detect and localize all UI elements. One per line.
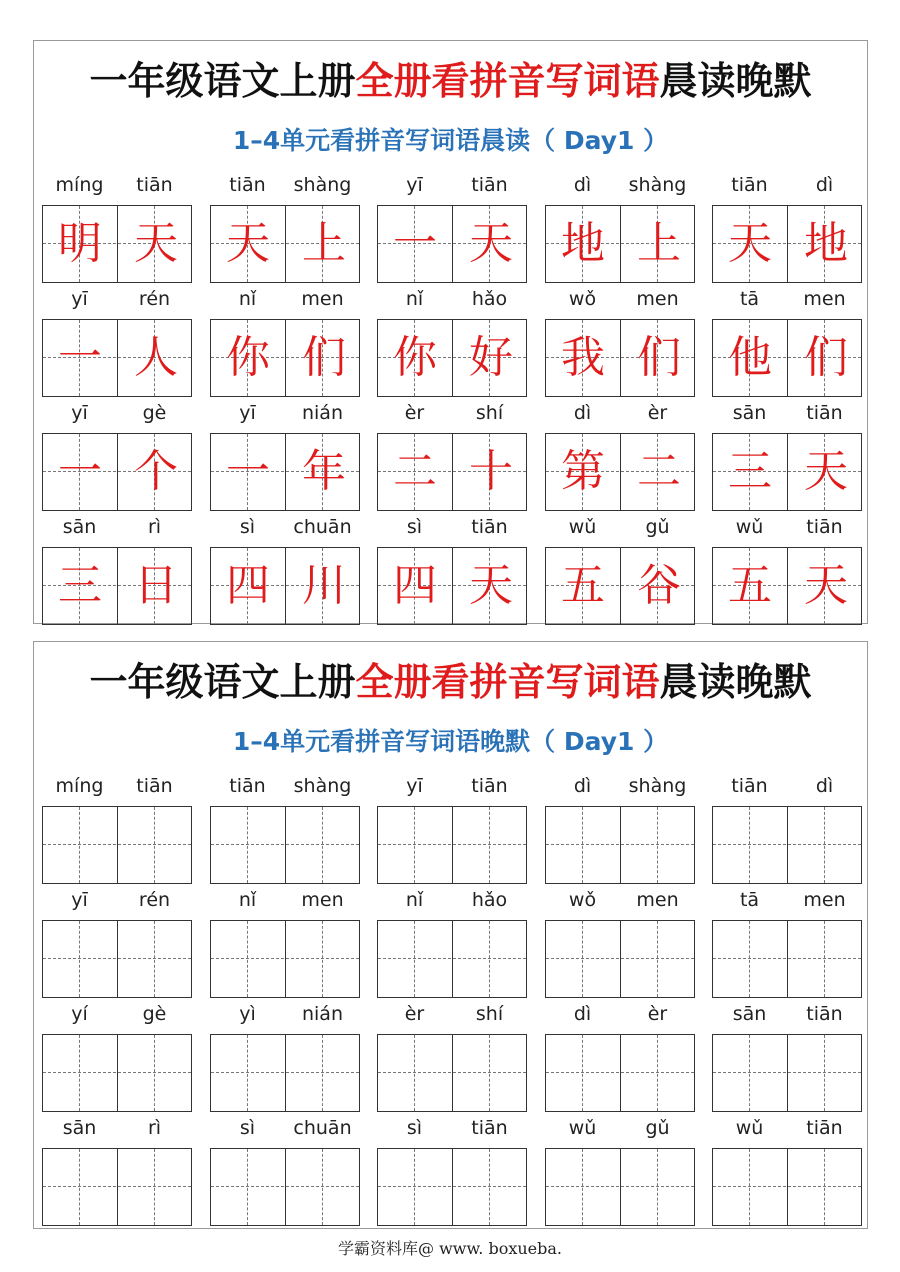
tianzige-box[interactable] — [377, 920, 527, 998]
pinyin-label: men — [803, 288, 846, 310]
pinyin-label: sān — [732, 1003, 767, 1025]
word-cell — [712, 285, 862, 399]
word-cell — [210, 886, 360, 1000]
pinyin-label: wǔ — [568, 516, 597, 538]
pinyin-label: rén — [138, 889, 171, 911]
page-title: 一年级语文上册全册看拼音写词语晨读晚默 — [89, 58, 812, 103]
pinyin-label: èr — [647, 402, 668, 424]
page-subtitle: 1–4单元看拼音写词语晚默（ Day1 ） — [232, 727, 669, 756]
hanzi-character: 天 — [804, 446, 848, 497]
pinyin-label: wǔ — [568, 1117, 597, 1139]
word-row — [42, 171, 862, 285]
word-cell — [712, 1114, 862, 1228]
pinyin-label: dì — [573, 1003, 592, 1025]
pinyin-label: men — [803, 889, 846, 911]
pinyin-label: men — [636, 889, 679, 911]
hanzi-character: 地 — [804, 218, 848, 269]
word-cell — [210, 513, 360, 627]
tianzige-box[interactable] — [712, 806, 862, 884]
tianzige-box[interactable] — [712, 1034, 862, 1112]
pinyin-label: dì — [573, 402, 592, 424]
tianzige-box — [712, 319, 862, 397]
hanzi-character: 我 — [561, 332, 605, 383]
tianzige-box — [377, 547, 527, 625]
pinyin-label: tiān — [229, 174, 266, 196]
tianzige-box[interactable] — [42, 1034, 192, 1112]
hanzi-character: 他 — [728, 332, 772, 383]
word-cell — [545, 285, 695, 399]
pinyin-label: wǒ — [568, 889, 597, 911]
pinyin-label: yī — [406, 775, 423, 797]
word-row — [42, 886, 862, 1000]
pinyin-label: sì — [239, 516, 256, 538]
pinyin-label: tiān — [806, 402, 843, 424]
tianzige-box[interactable] — [210, 1148, 360, 1226]
hanzi-character: 一 — [58, 446, 102, 497]
pinyin-label: gǔ — [645, 516, 670, 538]
pinyin-label: tiān — [806, 516, 843, 538]
pinyin-label: tiān — [731, 174, 768, 196]
tianzige-box — [712, 547, 862, 625]
word-cell — [377, 171, 527, 285]
word-cell — [712, 772, 862, 886]
pinyin-label: nǐ — [405, 889, 424, 911]
evening-dictation-panel — [33, 641, 868, 1229]
pinyin-label: sì — [239, 1117, 256, 1139]
pinyin-label: shàng — [293, 174, 352, 196]
word-cell — [545, 513, 695, 627]
word-cell — [377, 886, 527, 1000]
tianzige-box — [545, 205, 695, 283]
hanzi-character: 川 — [302, 560, 346, 611]
word-cell — [210, 1114, 360, 1228]
pinyin-label: tā — [739, 288, 760, 310]
tianzige-box — [377, 433, 527, 511]
word-row — [42, 772, 862, 886]
word-cell — [42, 1000, 192, 1114]
tianzige-box[interactable] — [545, 920, 695, 998]
word-cell — [377, 513, 527, 627]
page-subtitle: 1–4单元看拼音写词语晨读（ Day1 ） — [232, 126, 669, 155]
tianzige-box — [210, 547, 360, 625]
word-cell — [712, 1000, 862, 1114]
hanzi-character: 一 — [393, 218, 437, 269]
pinyin-label: shí — [475, 402, 504, 424]
hanzi-character: 五 — [728, 560, 772, 611]
word-cell — [545, 886, 695, 1000]
pinyin-label: tiān — [471, 174, 508, 196]
pinyin-label: gè — [142, 1003, 167, 1025]
hanzi-character: 年 — [302, 446, 346, 497]
pinyin-label: tā — [739, 889, 760, 911]
hanzi-character: 二 — [637, 446, 681, 497]
pinyin-label: dì — [815, 775, 834, 797]
pinyin-label: dì — [573, 775, 592, 797]
tianzige-box[interactable] — [545, 806, 695, 884]
writing-grid — [42, 772, 862, 1228]
tianzige-box[interactable] — [377, 806, 527, 884]
pinyin-label: shàng — [628, 775, 687, 797]
pinyin-label: gǔ — [645, 1117, 670, 1139]
pinyin-label: rì — [147, 1117, 162, 1139]
pinyin-label: dì — [815, 174, 834, 196]
tianzige-box — [42, 319, 192, 397]
word-row — [42, 399, 862, 513]
pinyin-label: sān — [62, 516, 97, 538]
word-row — [42, 285, 862, 399]
word-cell — [42, 399, 192, 513]
hanzi-character: 人 — [134, 332, 178, 383]
hanzi-character: 好 — [469, 332, 513, 383]
pinyin-label: rén — [138, 288, 171, 310]
pinyin-label: chuān — [293, 516, 352, 538]
tianzige-box[interactable] — [377, 1034, 527, 1112]
pinyin-label: yī — [71, 402, 88, 424]
pinyin-label: nián — [301, 402, 343, 424]
hanzi-character: 二 — [393, 446, 437, 497]
word-cell — [712, 886, 862, 1000]
pinyin-label: èr — [404, 402, 425, 424]
pinyin-label: yì — [239, 1003, 256, 1025]
tianzige-box[interactable] — [42, 806, 192, 884]
word-cell — [42, 886, 192, 1000]
word-cell — [712, 513, 862, 627]
pinyin-label: tiān — [471, 516, 508, 538]
word-cell — [210, 1000, 360, 1114]
word-cell — [210, 171, 360, 285]
tianzige-box[interactable] — [42, 920, 192, 998]
word-row — [42, 513, 862, 627]
tianzige-box — [712, 433, 862, 511]
hanzi-character: 十 — [469, 446, 513, 497]
pinyin-label: chuān — [293, 1117, 352, 1139]
word-grid — [42, 171, 862, 627]
pinyin-label: men — [301, 889, 344, 911]
pinyin-label: hǎo — [471, 288, 508, 310]
pinyin-label: dì — [573, 174, 592, 196]
pinyin-label: men — [301, 288, 344, 310]
tianzige-box — [42, 547, 192, 625]
word-cell — [210, 399, 360, 513]
word-cell — [42, 171, 192, 285]
pinyin-label: tiān — [471, 1117, 508, 1139]
pinyin-label: èr — [404, 1003, 425, 1025]
pinyin-label: yī — [71, 889, 88, 911]
page-title: 一年级语文上册全册看拼音写词语晨读晚默 — [89, 659, 812, 704]
pinyin-label: rì — [147, 516, 162, 538]
hanzi-character: 一 — [226, 446, 270, 497]
tianzige-box[interactable] — [210, 1034, 360, 1112]
word-cell — [377, 285, 527, 399]
tianzige-box — [712, 205, 862, 283]
pinyin-label: sān — [62, 1117, 97, 1139]
pinyin-label: yí — [71, 1003, 88, 1025]
tianzige-box — [377, 319, 527, 397]
word-cell — [545, 1114, 695, 1228]
hanzi-character: 日 — [134, 560, 178, 611]
hanzi-character: 一 — [58, 332, 102, 383]
pinyin-label: yī — [406, 174, 423, 196]
tianzige-box — [210, 319, 360, 397]
pinyin-label: tiān — [136, 775, 173, 797]
pinyin-label: sì — [406, 1117, 423, 1139]
tianzige-box — [377, 205, 527, 283]
pinyin-label: wǔ — [735, 516, 764, 538]
tianzige-box[interactable] — [545, 1148, 695, 1226]
word-cell — [42, 513, 192, 627]
word-cell — [377, 772, 527, 886]
pinyin-label: èr — [647, 1003, 668, 1025]
hanzi-character: 天 — [226, 218, 270, 269]
pinyin-label: shí — [475, 1003, 504, 1025]
pinyin-label: tiān — [806, 1003, 843, 1025]
tianzige-box — [42, 205, 192, 283]
pinyin-label: wǔ — [735, 1117, 764, 1139]
hanzi-character: 你 — [393, 332, 437, 383]
hanzi-character: 们 — [302, 332, 346, 383]
word-row — [42, 1114, 862, 1228]
word-cell — [377, 1114, 527, 1228]
word-cell — [545, 1000, 695, 1114]
tianzige-box — [210, 433, 360, 511]
hanzi-character: 们 — [804, 332, 848, 383]
pinyin-label: hǎo — [471, 889, 508, 911]
morning-reading-panel — [33, 40, 868, 624]
word-cell — [42, 772, 192, 886]
pinyin-label: tiān — [731, 775, 768, 797]
pinyin-label: yī — [239, 402, 256, 424]
hanzi-character: 五 — [561, 560, 605, 611]
word-cell — [210, 285, 360, 399]
word-cell — [377, 399, 527, 513]
tianzige-box — [42, 433, 192, 511]
hanzi-character: 第 — [561, 446, 605, 497]
tianzige-box[interactable] — [42, 1148, 192, 1226]
word-row — [42, 1000, 862, 1114]
pinyin-label: tiān — [806, 1117, 843, 1139]
tianzige-box[interactable] — [377, 1148, 527, 1226]
hanzi-character: 天 — [804, 560, 848, 611]
word-cell — [377, 1000, 527, 1114]
pinyin-label: nǐ — [238, 288, 257, 310]
hanzi-character: 们 — [637, 332, 681, 383]
pinyin-label: men — [636, 288, 679, 310]
watermark-footer: 学霸资料库@ www. boxueba. — [338, 1239, 562, 1258]
tianzige-box[interactable] — [210, 806, 360, 884]
word-cell — [545, 772, 695, 886]
pinyin-label: sān — [732, 402, 767, 424]
hanzi-character: 四 — [226, 560, 270, 611]
hanzi-character: 上 — [302, 218, 346, 269]
hanzi-character: 三 — [58, 560, 102, 611]
hanzi-character: 天 — [469, 218, 513, 269]
pinyin-label: sì — [406, 516, 423, 538]
pinyin-label: míng — [55, 174, 104, 196]
word-cell — [42, 1114, 192, 1228]
pinyin-label: nǐ — [238, 889, 257, 911]
pinyin-label: tiān — [229, 775, 266, 797]
hanzi-character: 你 — [226, 332, 270, 383]
tianzige-box[interactable] — [712, 920, 862, 998]
tianzige-box — [545, 547, 695, 625]
pinyin-label: wǒ — [568, 288, 597, 310]
word-cell — [545, 399, 695, 513]
word-cell — [712, 171, 862, 285]
pinyin-label: tiān — [471, 775, 508, 797]
tianzige-box — [210, 205, 360, 283]
hanzi-character: 天 — [134, 218, 178, 269]
hanzi-character: 明 — [58, 218, 102, 269]
pinyin-label: gè — [142, 402, 167, 424]
pinyin-label: tiān — [136, 174, 173, 196]
hanzi-character: 谷 — [637, 560, 681, 611]
hanzi-character: 上 — [637, 218, 681, 269]
hanzi-character: 四 — [393, 560, 437, 611]
tianzige-box[interactable] — [712, 1148, 862, 1226]
pinyin-label: míng — [55, 775, 104, 797]
tianzige-box[interactable] — [545, 1034, 695, 1112]
word-cell — [712, 399, 862, 513]
word-cell — [42, 285, 192, 399]
word-cell — [545, 171, 695, 285]
tianzige-box — [545, 319, 695, 397]
hanzi-character: 三 — [728, 446, 772, 497]
hanzi-character: 地 — [561, 218, 605, 269]
tianzige-box[interactable] — [210, 920, 360, 998]
pinyin-label: yī — [71, 288, 88, 310]
hanzi-character: 个 — [134, 446, 178, 497]
tianzige-box — [545, 433, 695, 511]
hanzi-character: 天 — [728, 218, 772, 269]
hanzi-character: 天 — [469, 560, 513, 611]
pinyin-label: shàng — [293, 775, 352, 797]
word-cell — [210, 772, 360, 886]
pinyin-label: nián — [301, 1003, 343, 1025]
pinyin-label: nǐ — [405, 288, 424, 310]
pinyin-label: shàng — [628, 174, 687, 196]
